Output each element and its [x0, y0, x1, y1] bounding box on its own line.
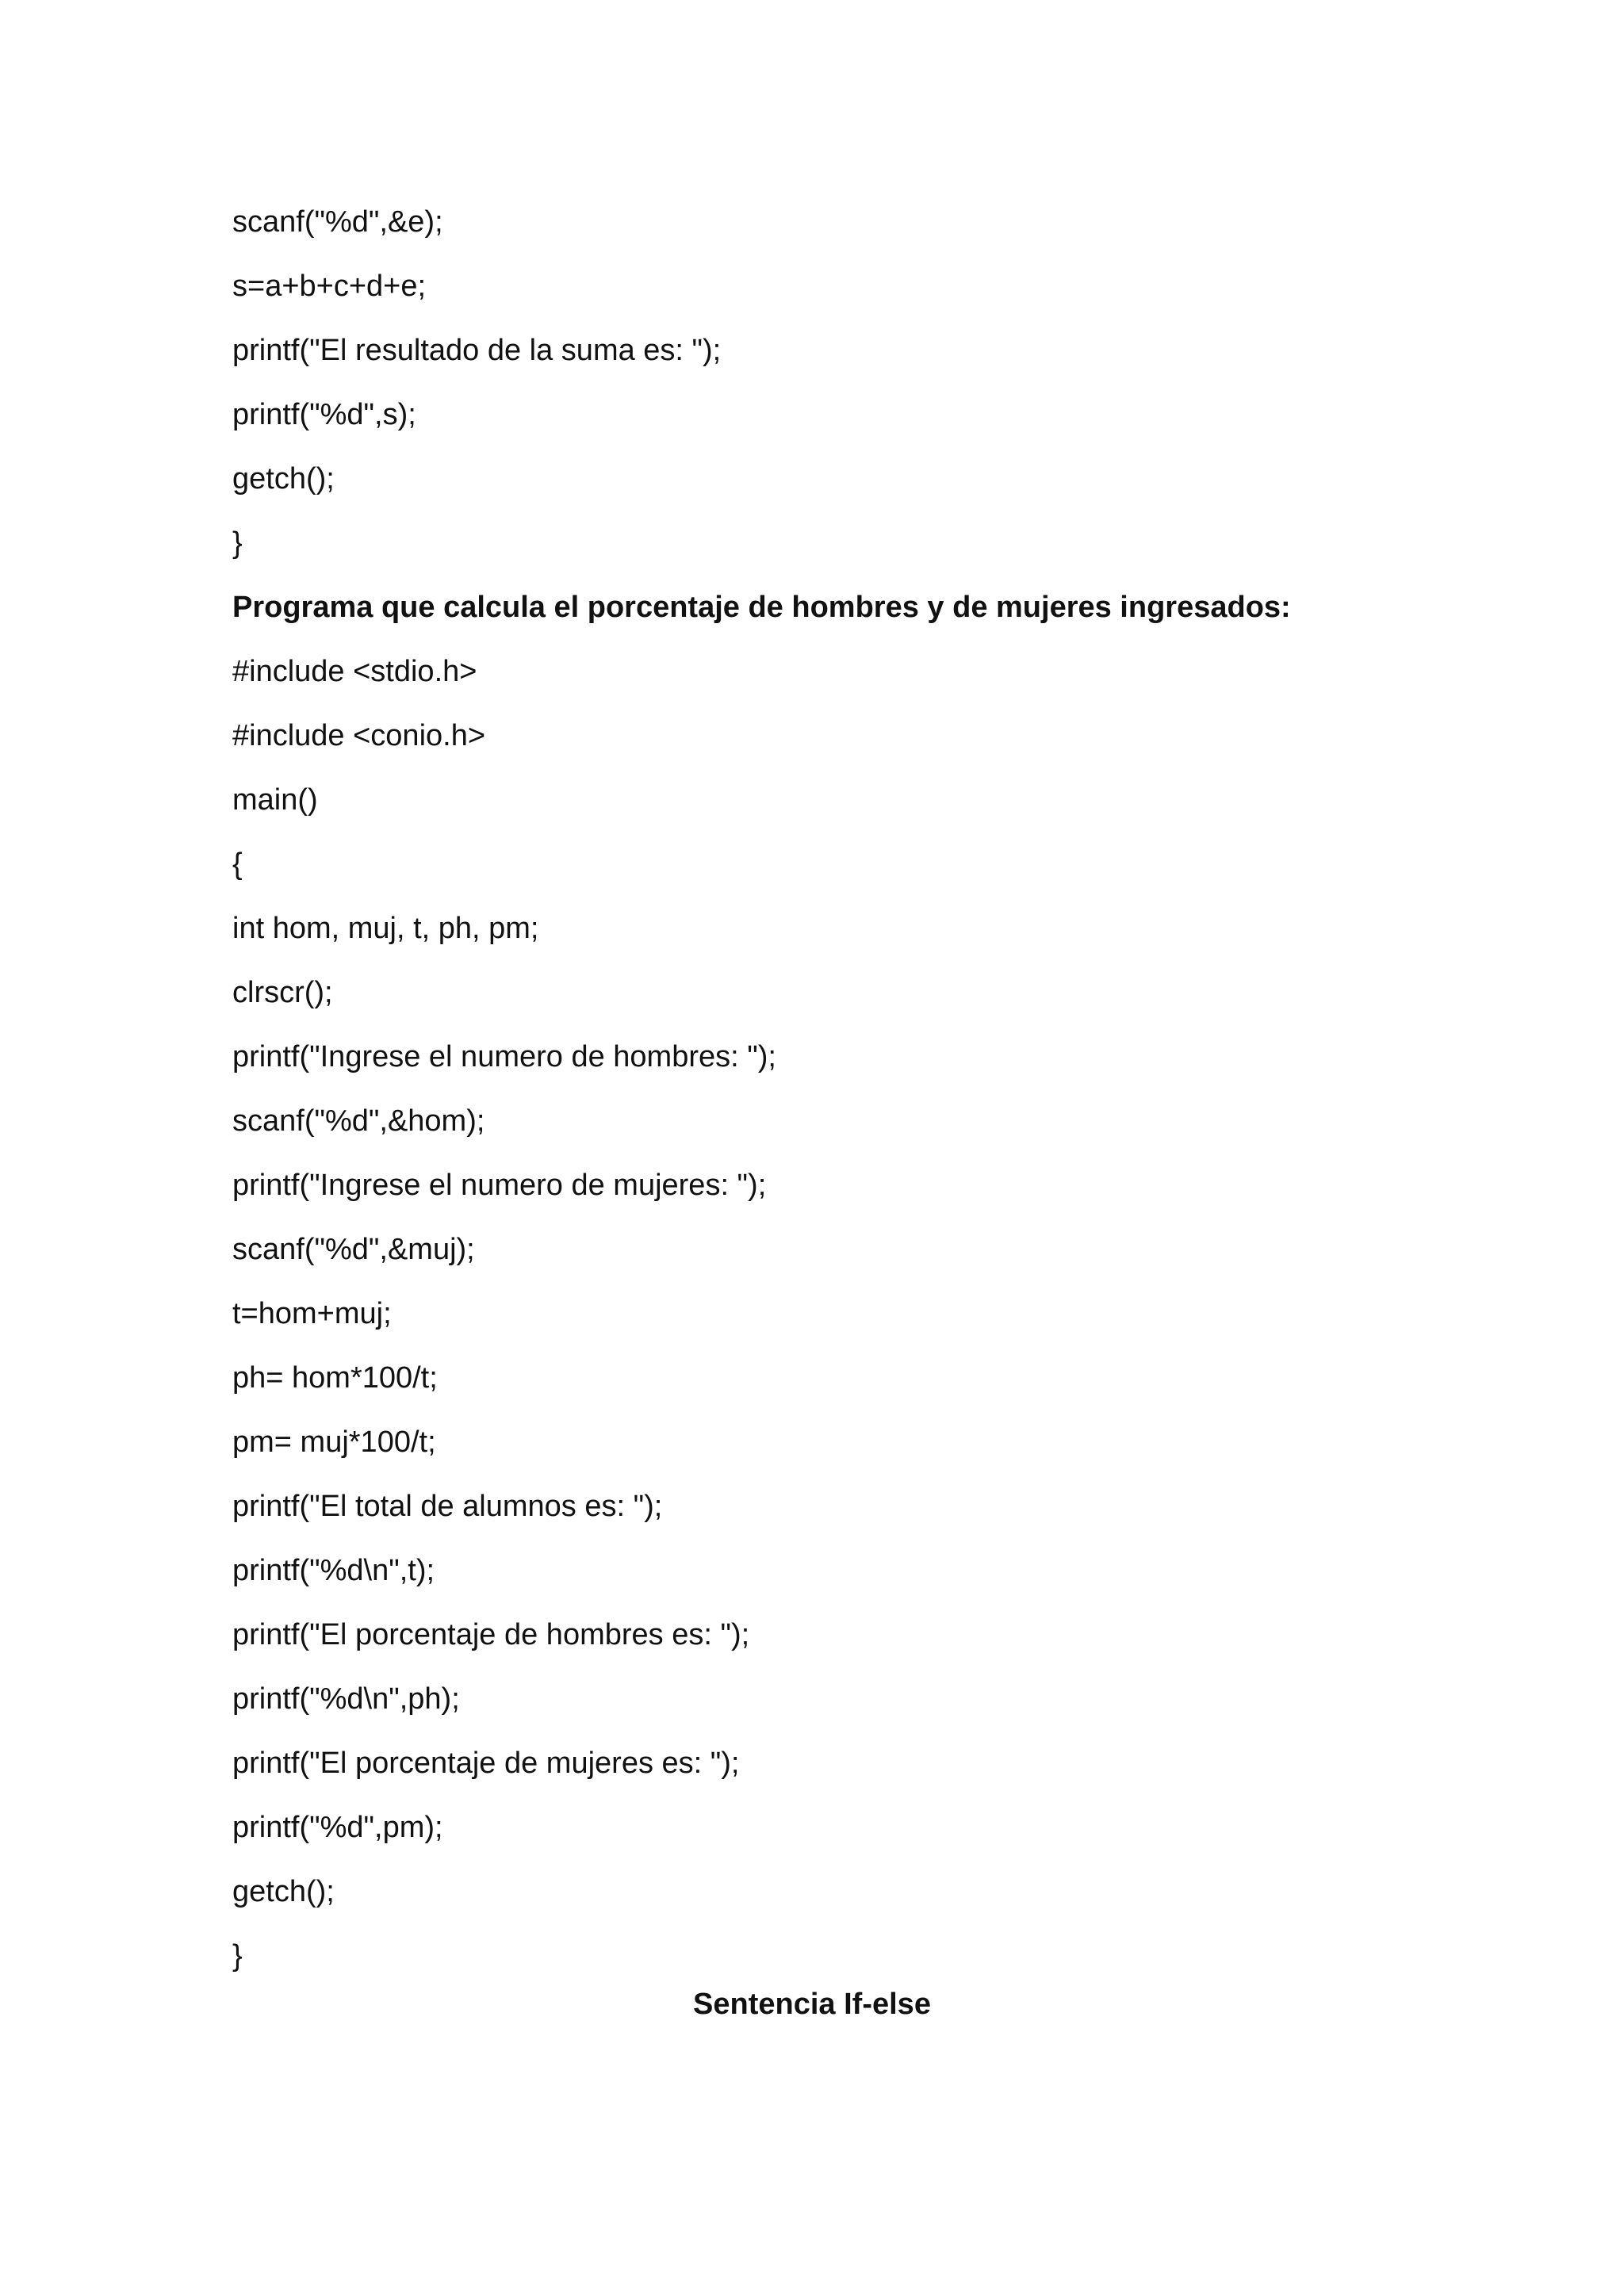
program-heading: Programa que calcula el porcentaje de hombres y de mujeres ingresados: [232, 591, 1291, 624]
code-line: printf("%d",s); [232, 398, 416, 431]
code-line: scanf("%d",&hom); [232, 1104, 485, 1138]
code-line: printf("%d",pm); [232, 1811, 443, 1844]
code-line: getch(); [232, 462, 335, 496]
document-body [232, 190, 1501, 1988]
code-line: scanf("%d",&muj); [232, 1233, 475, 1266]
code-line: } [232, 526, 243, 560]
code-line: getch(); [232, 1875, 335, 1908]
code-line: printf("%d\n",t); [232, 1554, 435, 1587]
code-line: printf("El porcentaje de hombres es: "); [232, 1618, 750, 1651]
code-line: pm= muj*100/t; [232, 1425, 436, 1459]
code-line: #include <stdio.h> [232, 655, 477, 688]
code-line: { [232, 848, 243, 881]
code-line: s=a+b+c+d+e; [232, 270, 427, 303]
code-line: printf("Ingrese el numero de mujeres: "); [232, 1169, 767, 1202]
code-line: printf("Ingrese el numero de hombres: "); [232, 1040, 776, 1073]
code-line: t=hom+muj; [232, 1297, 392, 1330]
code-line: } [232, 1939, 243, 1973]
code-line: scanf("%d",&e); [232, 205, 443, 239]
code-line: printf("%d\n",ph); [232, 1682, 460, 1716]
section-heading: Sentencia If-else [693, 1988, 931, 2021]
code-line: printf("El porcentaje de mujeres es: "); [232, 1747, 740, 1780]
code-line: ph= hom*100/t; [232, 1361, 438, 1395]
code-line: printf("El total de alumnos es: "); [232, 1490, 663, 1523]
code-line: printf("El resultado de la suma es: "); [232, 334, 722, 367]
code-line: main() [232, 783, 318, 817]
code-line: int hom, muj, t, ph, pm; [232, 912, 539, 945]
code-line: clrscr(); [232, 976, 333, 1009]
code-line: #include <conio.h> [232, 719, 486, 752]
